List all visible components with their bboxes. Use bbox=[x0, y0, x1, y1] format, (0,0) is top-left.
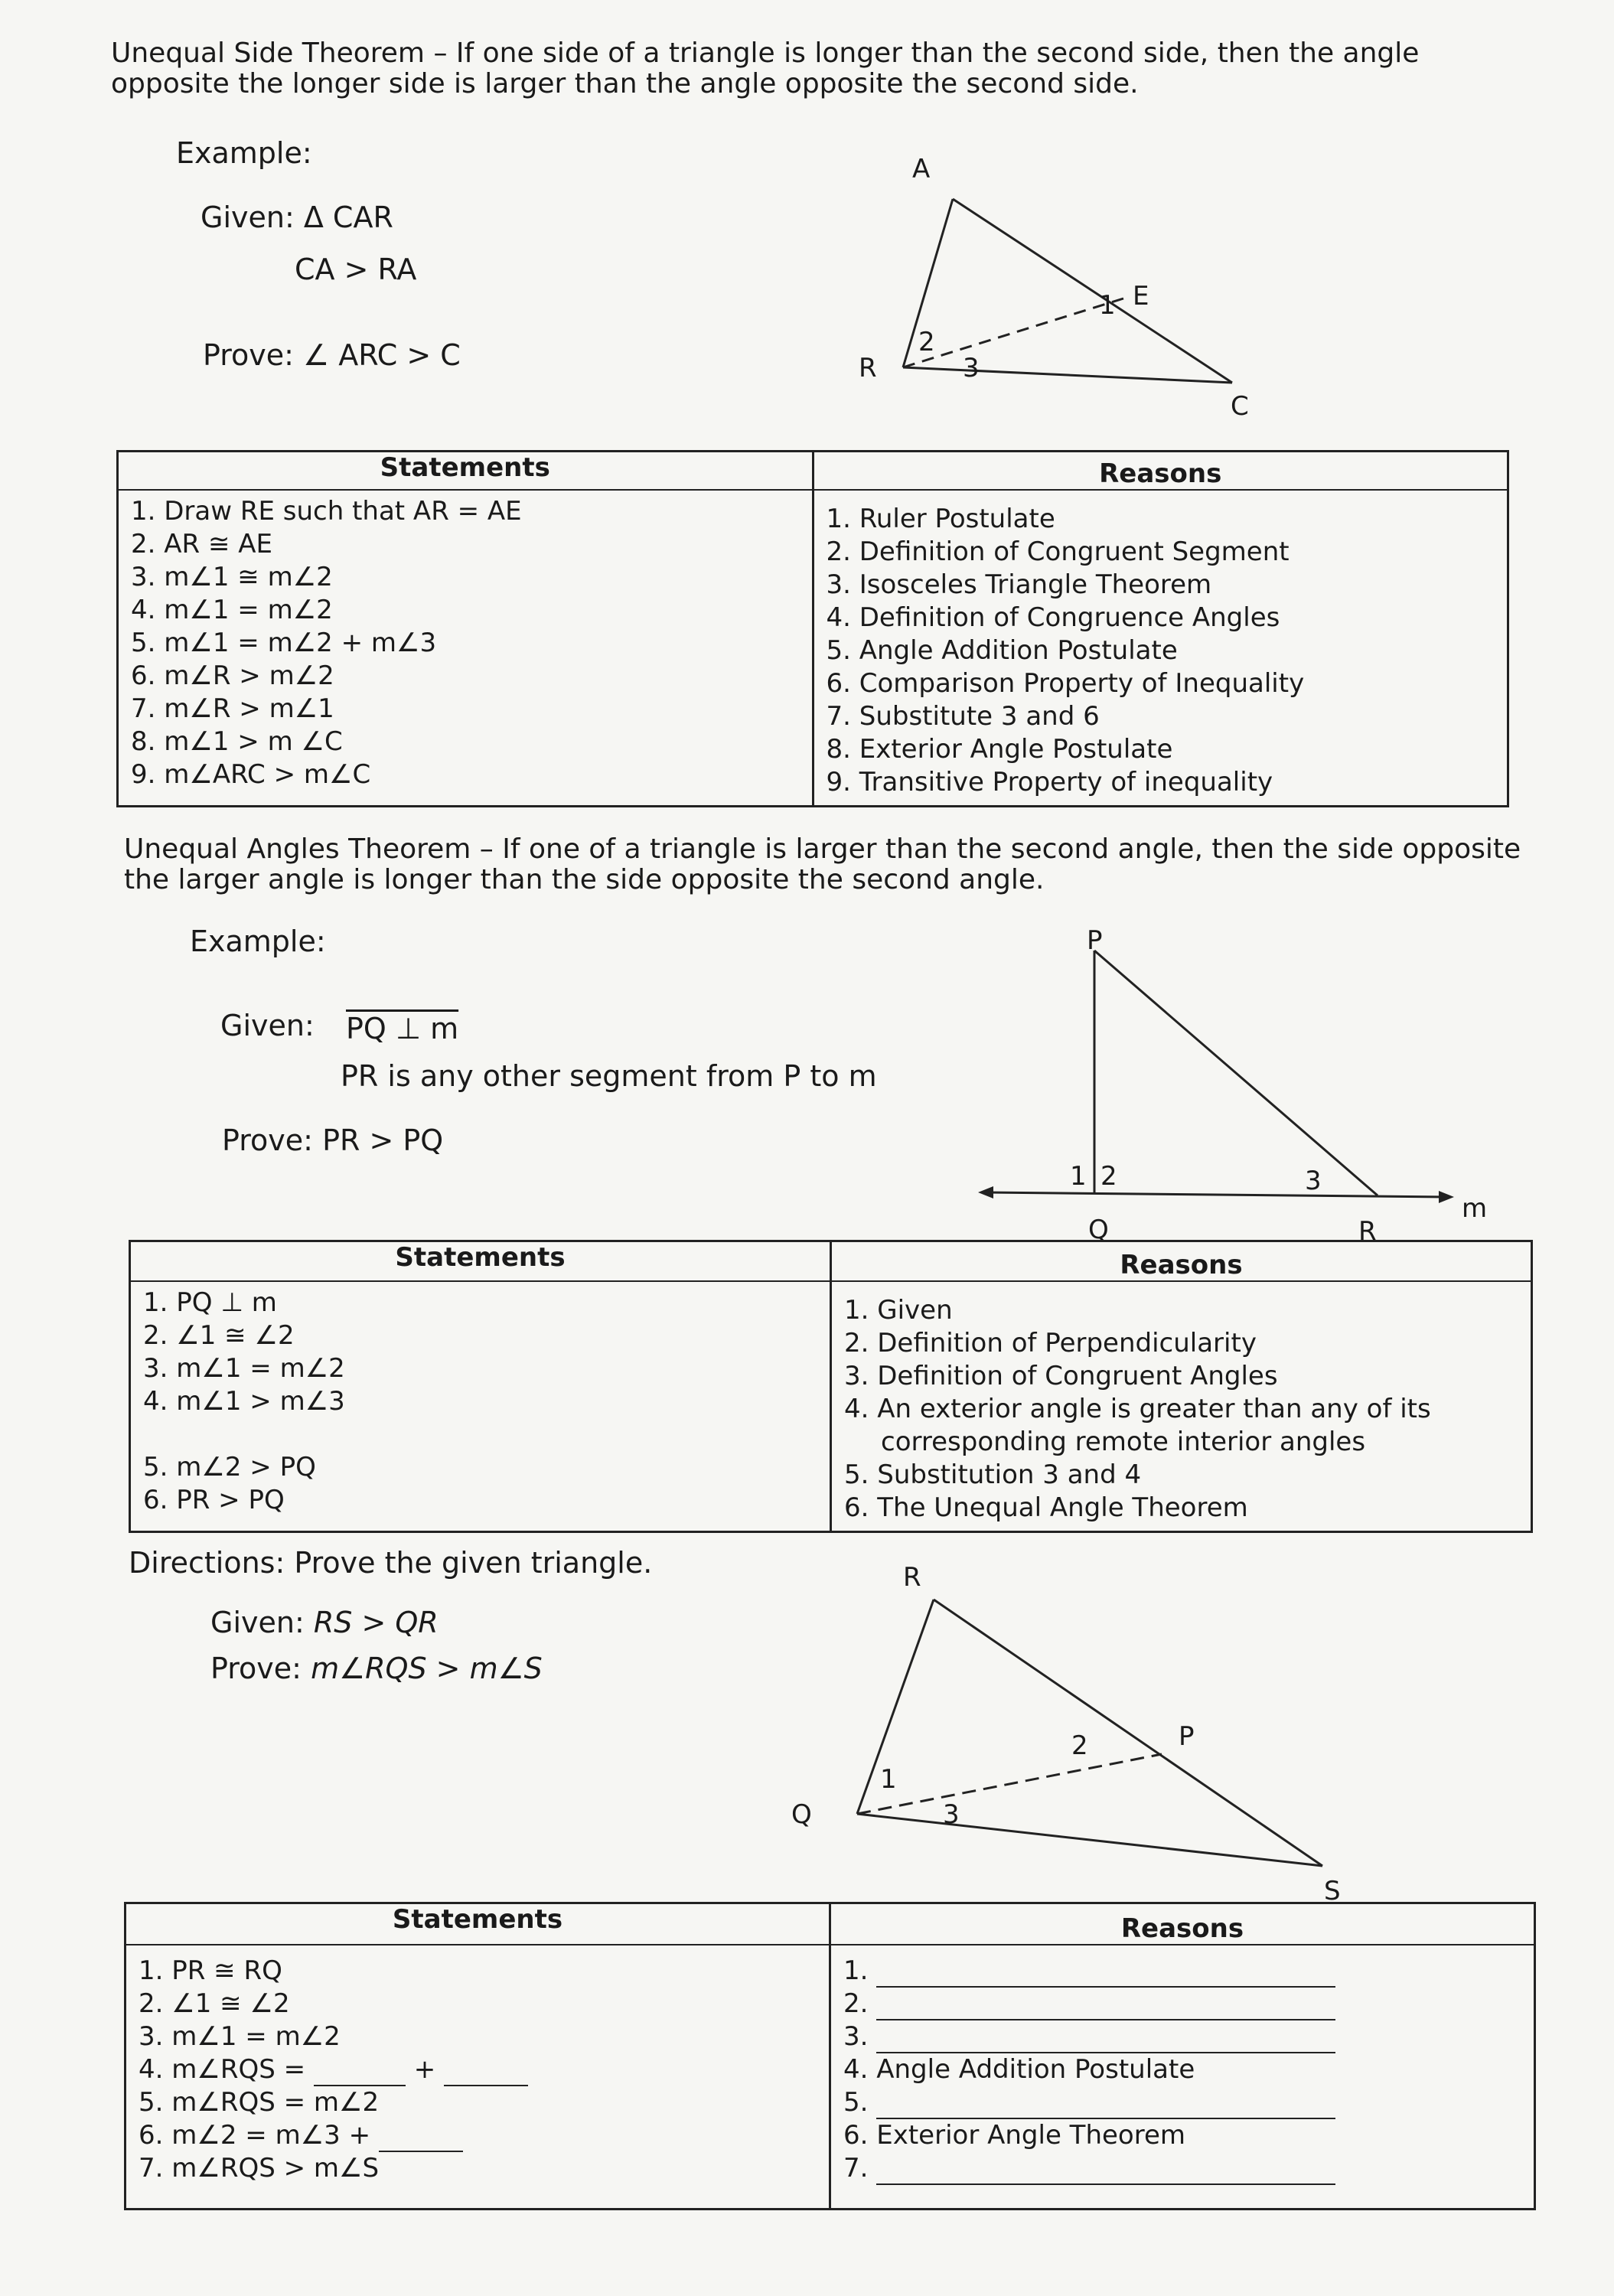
example-2-label: Example: bbox=[190, 925, 326, 958]
statement-line: 2. AR ≅ AE bbox=[131, 529, 272, 559]
vertex-r-label-3: R bbox=[903, 1562, 921, 1593]
triangle-rqs-figure bbox=[781, 1554, 1408, 1913]
vertex-a-label: A bbox=[912, 154, 931, 184]
prove-2 bbox=[222, 1124, 443, 1157]
answer-blank[interactable] bbox=[379, 2151, 463, 2152]
given-1-label: Given: bbox=[201, 201, 295, 234]
statements-header-2: Statements bbox=[130, 1241, 831, 1282]
given-2-second: PR is any other segment from P to m bbox=[341, 1059, 877, 1093]
vertex-s-label-3: S bbox=[1324, 1876, 1341, 1906]
statement-line-with-blank bbox=[139, 2119, 817, 2152]
prove-1-label: Prove: bbox=[203, 338, 294, 372]
answer-blank[interactable] bbox=[444, 2085, 528, 2086]
reason-blank[interactable] bbox=[876, 2183, 1335, 2185]
line-m-label: m bbox=[1462, 1193, 1488, 1224]
prove-3-label: Prove: bbox=[210, 1652, 302, 1685]
reason-line-continuation: corresponding remote interior angles bbox=[881, 1427, 1366, 1457]
given-1-second: CA > RA bbox=[295, 253, 417, 286]
given-1 bbox=[201, 201, 393, 234]
reasons-column-3 bbox=[830, 1945, 1535, 2210]
vertex-q-label: Q bbox=[1088, 1215, 1109, 1245]
theorem-1-text: – If one side of a triangle is longer than the second side, then the angle opposite the longer side is larger than the angle opposite the second side. bbox=[111, 38, 1420, 99]
angle-3-label-3: 3 bbox=[943, 1799, 960, 1830]
reason-line: 6. Exterior Angle Theorem bbox=[843, 2120, 1185, 2151]
statement-line: 3. m∠1 ≅ m∠2 bbox=[131, 562, 333, 592]
angle-1-label-2: 1 bbox=[1070, 1161, 1087, 1192]
statement-line: 3. m∠1 = m∠2 bbox=[143, 1353, 345, 1384]
given-3 bbox=[210, 1606, 439, 1639]
reasons-column-2 bbox=[831, 1281, 1532, 1532]
reason-line-with-blank bbox=[843, 2152, 1521, 2185]
proof-table-2 bbox=[129, 1240, 1533, 1533]
point-e-label: E bbox=[1133, 281, 1149, 311]
prove-1-value: ∠ ARC > C bbox=[303, 338, 461, 372]
given-3-value: RS > QR bbox=[313, 1606, 439, 1639]
reasons-header-3: Reasons bbox=[830, 1903, 1535, 1945]
statements-column-1 bbox=[118, 490, 814, 807]
reason-line: 4. Definition of Congruence Angles bbox=[826, 602, 1280, 633]
angle-3-label: 3 bbox=[963, 353, 980, 383]
statements-column-3 bbox=[126, 1945, 830, 2210]
statement-spacer bbox=[143, 1418, 817, 1451]
reason-line: 2. Definition of Congruent Segment bbox=[826, 536, 1290, 567]
vertex-p-label: P bbox=[1087, 926, 1103, 956]
reason-line: 6. The Unequal Angle Theorem bbox=[844, 1492, 1248, 1523]
reasons-column-1 bbox=[813, 490, 1508, 807]
reason-number: 1. bbox=[843, 1955, 869, 1986]
statement-line: 7. m∠RQS > m∠S bbox=[139, 2153, 380, 2183]
vertex-r-label-2: R bbox=[1358, 1216, 1377, 1247]
reason-line-with-blank bbox=[843, 2086, 1521, 2119]
reason-number: 2. bbox=[843, 1988, 869, 2019]
angle-2-label-2: 2 bbox=[1100, 1161, 1117, 1192]
statement-line: 1. Draw RE such that AR = AE bbox=[131, 496, 522, 527]
statement-line: 4. m∠1 > m∠3 bbox=[143, 1386, 345, 1417]
reasons-header-2: Reasons bbox=[831, 1241, 1532, 1282]
prove-3-value: m∠RQS > m∠S bbox=[311, 1652, 543, 1685]
reason-line: 9. Transitive Property of inequality bbox=[826, 767, 1273, 797]
triangle-car-figure bbox=[842, 153, 1270, 429]
statement-line: 1. PQ ⊥ m bbox=[143, 1287, 277, 1318]
given-3-label: Given: bbox=[210, 1606, 305, 1639]
statement-line: 5. m∠2 > PQ bbox=[143, 1452, 316, 1482]
statement-text: 6. m∠2 = m∠3 + bbox=[139, 2120, 371, 2151]
reason-line: 1. Given bbox=[844, 1295, 953, 1326]
angle-1-label: 1 bbox=[1099, 290, 1116, 321]
reason-line-with-blank bbox=[843, 1988, 1521, 2020]
proof-table-1 bbox=[116, 450, 1509, 807]
reason-number: 5. bbox=[843, 2087, 869, 2118]
angle-3-label-2: 3 bbox=[1305, 1166, 1322, 1196]
statement-line-with-blanks bbox=[139, 2053, 817, 2086]
statement-line: 6. PR > PQ bbox=[143, 1485, 285, 1515]
reason-line: 5. Substitution 3 and 4 bbox=[844, 1459, 1142, 1490]
reason-number: 3. bbox=[843, 2021, 869, 2052]
angle-2-label-3: 2 bbox=[1071, 1730, 1088, 1761]
statement-text: 4. m∠RQS = bbox=[139, 2054, 306, 2085]
reason-line-with-blank bbox=[843, 1955, 1521, 1988]
statement-line: 3. m∠1 = m∠2 bbox=[139, 2021, 341, 2052]
reason-line: 4. An exterior angle is greater than any of its bbox=[844, 1394, 1431, 1424]
example-1-label: Example: bbox=[176, 136, 312, 170]
reason-line-with-blank bbox=[843, 2020, 1521, 2053]
vertex-q-label-3: Q bbox=[791, 1799, 812, 1830]
reason-line: 6. Comparison Property of Inequality bbox=[826, 668, 1305, 699]
theorem-1-title: Unequal Side Theorem bbox=[111, 38, 425, 69]
theorem-1-paragraph bbox=[111, 38, 1511, 99]
statement-line: 2. ∠1 ≅ ∠2 bbox=[143, 1320, 295, 1351]
statement-line: 8. m∠1 > m ∠C bbox=[131, 726, 343, 757]
prove-2-value: PR > PQ bbox=[322, 1124, 444, 1157]
statement-line: 2. ∠1 ≅ ∠2 bbox=[139, 1988, 290, 2019]
given-2-label: Given: bbox=[220, 1009, 315, 1042]
directions: Directions: Prove the given triangle. bbox=[129, 1546, 653, 1580]
statements-header-1: Statements bbox=[118, 452, 814, 491]
reason-line: 5. Angle Addition Postulate bbox=[826, 635, 1178, 666]
plus-sign: + bbox=[413, 2054, 436, 2085]
theorem-2-title: Unequal Angles Theorem bbox=[124, 833, 471, 865]
statement-line: 1. PR ≅ RQ bbox=[139, 1955, 282, 1986]
angle-1-label-3: 1 bbox=[880, 1764, 897, 1795]
vertex-c-label: C bbox=[1231, 391, 1249, 422]
statement-line: 7. m∠R > m∠1 bbox=[131, 693, 334, 724]
theorem-2-text: – If one of a triangle is larger than the second angle, then the side opposite the larger angle is longer than the side opposite the second angle. bbox=[124, 833, 1521, 895]
reason-line: 1. Ruler Postulate bbox=[826, 504, 1055, 534]
vertex-r-label: R bbox=[859, 353, 877, 383]
reason-line: 7. Substitute 3 and 6 bbox=[826, 701, 1100, 732]
given-1-value: Δ CAR bbox=[303, 201, 393, 234]
reasons-header-1: Reasons bbox=[813, 452, 1508, 491]
given-2-first: PQ ⊥ m bbox=[346, 1012, 459, 1045]
reason-line: 3. Definition of Congruent Angles bbox=[844, 1361, 1278, 1391]
angle-2-label: 2 bbox=[918, 327, 935, 357]
reason-line: 2. Definition of Perpendicularity bbox=[844, 1328, 1257, 1358]
statement-line: 6. m∠R > m∠2 bbox=[131, 660, 334, 691]
prove-2-label: Prove: bbox=[222, 1124, 313, 1157]
prove-1 bbox=[203, 338, 461, 372]
proof-table-3 bbox=[124, 1902, 1536, 2210]
statements-column-2 bbox=[130, 1281, 831, 1532]
theorem-2-paragraph bbox=[124, 834, 1563, 895]
statements-header-3: Statements bbox=[126, 1903, 830, 1945]
reason-line: 8. Exterior Angle Postulate bbox=[826, 734, 1173, 765]
reason-line: 4. Angle Addition Postulate bbox=[843, 2054, 1195, 2085]
statement-line: 5. m∠1 = m∠2 + m∠3 bbox=[131, 628, 437, 658]
point-p-label-3: P bbox=[1179, 1721, 1195, 1752]
statement-line: 4. m∠1 = m∠2 bbox=[131, 595, 333, 625]
prove-3 bbox=[210, 1652, 543, 1685]
right-triangle-pqr-figure bbox=[972, 926, 1508, 1263]
reason-line: 3. Isosceles Triangle Theorem bbox=[826, 569, 1212, 600]
reason-number: 7. bbox=[843, 2153, 869, 2183]
statement-line: 9. m∠ARC > m∠C bbox=[131, 759, 371, 790]
statement-line: 5. m∠RQS = m∠2 bbox=[139, 2087, 380, 2118]
